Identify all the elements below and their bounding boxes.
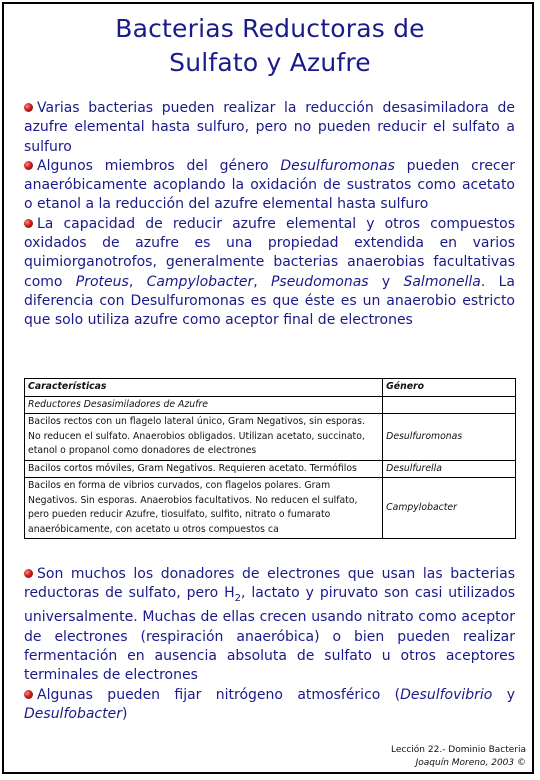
genus-campylobacter: Campylobacter — [146, 273, 254, 290]
bullet-5 — [24, 686, 515, 725]
bullet-5-text-e: ) — [121, 705, 128, 722]
bullet-3-sep-3: y — [368, 273, 404, 290]
bullet-5-sep: y — [492, 686, 515, 703]
bullet-3-sep-2: , — [253, 273, 271, 290]
table-group-label: Reductores Desasimiladores de Azufre — [25, 396, 383, 414]
bullet-2-text-a: Algunos miembros del género — [37, 157, 281, 174]
genus-table — [24, 378, 516, 539]
table-cell-desc: Bacilos en forma de vibrios curvados, con flagelos polares. Gram Negativos. Sin esporas. Anaerobios facultativos. No reducen el sulfato, pero pueden reducir Azufre, tiosulfato, sulfito, nitrato o fumarato anaeróbicamente, con acetato u otros compuestos ca — [25, 478, 383, 539]
table-header-characteristics: Características — [25, 379, 383, 397]
bullet-3-text-a: La capacidad de reducir azufre elemental y otros compuestos oxidados de azufre es una propiedad extendida en varios quimiorganotrofos, generalmente bacterias anaerobias facultativas como — [24, 215, 515, 290]
bullet-dot-icon — [24, 103, 33, 112]
table-cell-genus: Desulfurella — [383, 460, 516, 478]
genus-desulfovibrio: Desulfovibrio — [400, 686, 493, 703]
bottom-bullet-list — [24, 565, 515, 724]
table-group-row — [25, 396, 516, 414]
table-header-genus: Género — [383, 379, 516, 397]
table-row — [25, 414, 516, 461]
page-title — [0, 12, 540, 80]
bullet-dot-icon — [24, 161, 33, 170]
bullet-2-text-c: pueden crecer anaeróbicamente acoplando la oxidación de sustratos como acetato o etanol a la reducción del azufre elemental hasta sulfuro — [24, 157, 515, 213]
table-header-row — [25, 379, 516, 397]
bullet-dot-icon — [24, 219, 33, 228]
bullet-1-text: Varias bacterias pueden realizar la reducción desasimiladora de azufre elemental hasta sulfuro, pero no pueden reducir el sulfato a sulfuro — [24, 100, 515, 155]
genus-salmonella: Salmonella — [403, 273, 481, 290]
bullet-3 — [24, 215, 515, 331]
genus-pseudomonas: Pseudomonas — [270, 273, 369, 290]
table-cell-desc: Bacilos rectos con un flagelo lateral único, Gram Negativos, sin esporas. No reducen el sulfato. Anaerobios obligados. Utilizan acetato, succinato, etanol o propanol como donadores de electrones — [25, 414, 383, 461]
bullet-list — [24, 99, 515, 331]
genus-table-wrapper — [24, 378, 516, 539]
genus-desulfuromonas: Desulfuromonas — [280, 157, 395, 174]
table-cell-desc: Bacilos cortos móviles, Gram Negativos. Requieren acetato. Termófilos — [25, 460, 383, 478]
bullet-dot-icon — [24, 569, 33, 578]
genus-proteus: Proteus — [75, 273, 129, 290]
title-line-1: Bacterias Reductoras de — [115, 14, 425, 43]
table-row — [25, 460, 516, 478]
bullet-4-subscript: 2 — [234, 593, 242, 605]
table-cell-genus: Campylobacter — [383, 478, 516, 539]
bullet-4 — [24, 565, 515, 686]
table-cell-genus: Desulfuromonas — [383, 414, 516, 461]
footer — [391, 744, 526, 770]
bullet-1 — [24, 99, 515, 157]
table-group-empty — [383, 396, 516, 414]
title-line-2: Sulfato y Azufre — [169, 48, 371, 77]
bullet-4-text-b: , lactato y piruvato son casi utilizados universalmente. Muchas de ellas crecen usando nitrato como aceptor de electrones (respiración anaeróbica) o bien pueden realizar fermentación en ausencia absoluta de sulfato u otros aceptores terminales de electrones — [24, 585, 515, 684]
footer-lesson: Lección 22.- Dominio Bacteria — [391, 745, 526, 755]
footer-author: Joaquín Moreno, 2003 © — [415, 758, 526, 768]
bullet-4-text-a: Son muchos los donadores de electrones que usan las bacterias reductoras de sulfato, pero H — [24, 566, 515, 602]
table-row — [25, 478, 516, 539]
bullet-dot-icon — [24, 690, 33, 699]
bullet-2 — [24, 157, 515, 215]
bullet-5-text-a: Algunas pueden fijar nitrógeno atmosférico ( — [37, 686, 401, 703]
bullet-3-sep-1: , — [128, 273, 147, 290]
genus-desulfobacter: Desulfobacter — [24, 705, 122, 722]
bullet-3-text-i: . La diferencia con Desulfuromonas es que éste es un anaerobio estricto que solo utiliza azufre como aceptor final de electrones — [24, 273, 516, 329]
